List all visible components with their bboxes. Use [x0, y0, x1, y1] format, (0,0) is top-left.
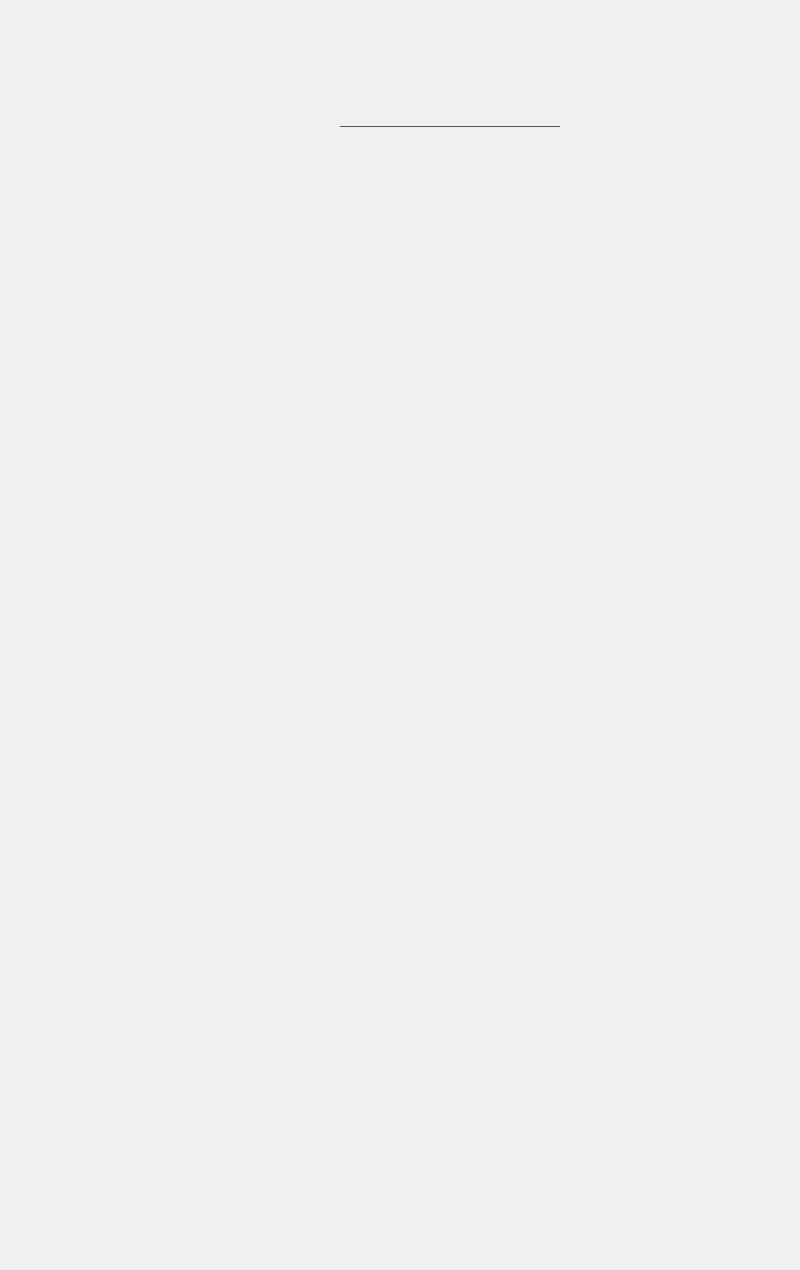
- bibliography-body: [113, 92, 738, 135]
- footer-rule: [340, 126, 560, 127]
- page-header: [113, 56, 738, 80]
